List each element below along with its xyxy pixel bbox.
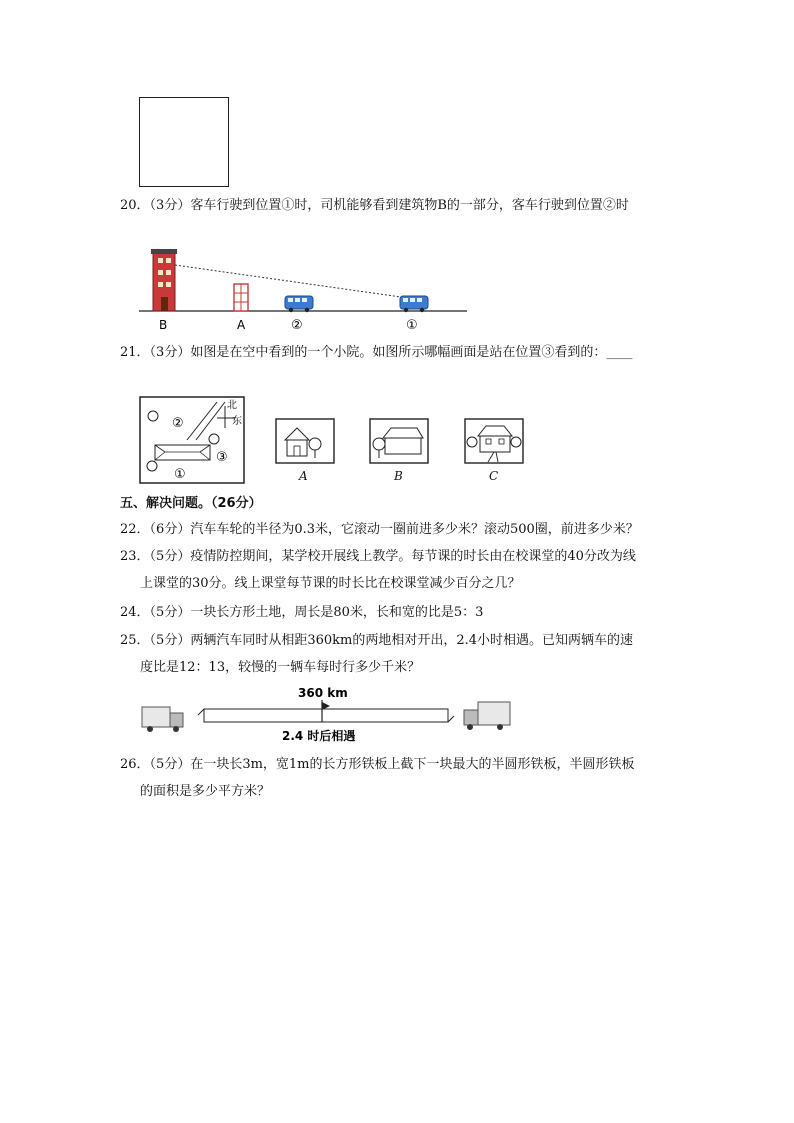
question-26-line2: 的面积是多少平方米？ xyxy=(140,784,271,799)
question-23-line1: 23．（5分）疫情防控期间，某学校开展线上教学。每节课的时长由在校课堂的40分改为线 xyxy=(120,549,636,564)
compass-north: 北 xyxy=(227,400,237,411)
option-c-label: C xyxy=(489,469,499,483)
section-5-title: 五、解决问题。（26分） xyxy=(120,496,262,511)
question-26-line1: 26．（5分）在一块长3m，宽1m的长方形铁板上截下一块最大的半圆形铁板，半圆形铁板 xyxy=(120,757,635,772)
label-pos2: ② xyxy=(291,318,303,333)
distance-label: 360 km xyxy=(298,686,348,700)
question-21-text: 21．（3分）如图是在空中看到的一个小院。如图所示哪幅画面是站在位置③看到的：____ xyxy=(120,345,633,360)
option-a-picture xyxy=(275,418,335,464)
compass-east: 东 xyxy=(232,416,242,427)
building-a xyxy=(234,284,248,311)
question-20-text: 20．（3分）客车行驶到位置①时，司机能够看到建筑物B的一部分，客车行驶到位置②时 xyxy=(120,198,629,213)
question-23-line2: 上课堂的30分。线上课堂每节课的时长比在校课堂减少百分之几？ xyxy=(140,576,521,591)
question-25-line1: 25．（5分）两辆汽车同时从相距360km的两地相对开出，2.4小时相遇。已知两辆车的速 xyxy=(120,633,634,648)
truck-left-icon xyxy=(142,707,183,732)
question-22-text: 22．（6分）汽车车轮的半径为0.3米，它滚动一圈前进多少米？滚动500圈，前进多少米？ xyxy=(120,522,639,537)
building-b xyxy=(151,249,177,311)
meeting-diagram xyxy=(138,682,514,744)
bus-position-2 xyxy=(285,296,313,312)
yard-map xyxy=(139,396,245,484)
bus-position-1 xyxy=(400,296,428,312)
sight-line xyxy=(175,265,415,299)
option-c-picture xyxy=(464,418,524,464)
question-24-text: 24．（5分）一块长方形土地，周长是80米，长和宽的比是5：3 xyxy=(120,605,484,620)
question-25-line2: 度比是12：13，较慢的一辆车每时行多少千米？ xyxy=(140,660,421,675)
option-b-picture xyxy=(369,418,429,464)
map-pos3: ③ xyxy=(216,450,228,465)
meet-label: 2.4 时后相遇 xyxy=(282,729,356,743)
square-figure xyxy=(139,97,229,187)
truck-right-icon xyxy=(464,702,510,730)
label-pos1: ① xyxy=(406,318,418,333)
option-a-label: A xyxy=(299,469,308,483)
map-pos1: ① xyxy=(174,467,186,482)
label-a: A xyxy=(237,318,246,332)
option-b-label: B xyxy=(394,469,403,483)
map-pos2: ② xyxy=(172,416,184,431)
label-b: B xyxy=(159,318,168,332)
bus-view-diagram xyxy=(135,243,475,335)
